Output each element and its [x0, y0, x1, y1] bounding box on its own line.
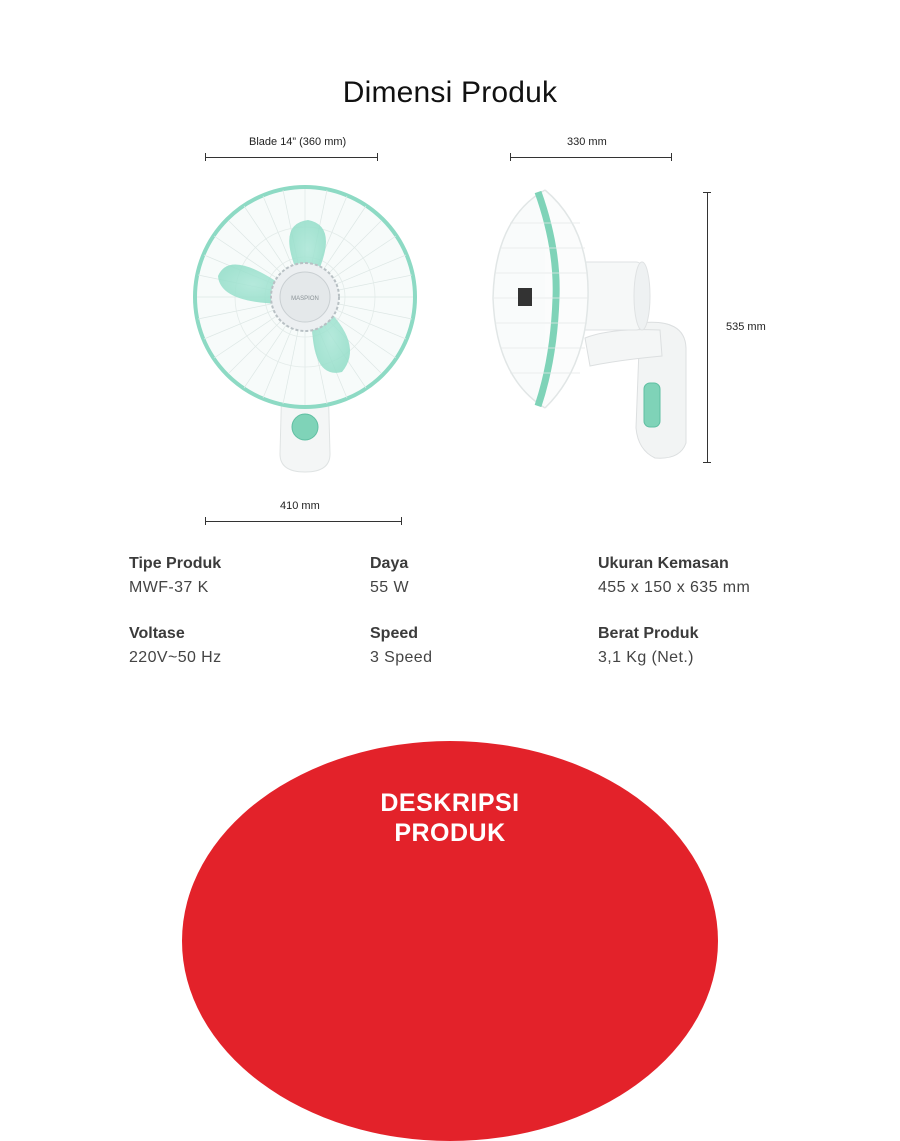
spec-value: MWF-37 K	[129, 579, 209, 596]
spec-label: Speed	[370, 625, 419, 642]
spec-daya	[370, 555, 409, 597]
spec-label: Voltase	[129, 625, 185, 642]
dimension-cap	[377, 153, 378, 161]
description-banner-text[interactable]	[0, 788, 900, 848]
fan-side-view	[490, 188, 690, 464]
depth-label: 330 mm	[567, 136, 607, 148]
spec-label: Berat Produk	[598, 625, 699, 642]
dimension-cap	[703, 192, 711, 193]
spec-value: 3 Speed	[370, 649, 433, 666]
spec-berat-produk	[598, 625, 698, 667]
blade-size-label: Blade 14” (360 mm)	[249, 136, 347, 148]
page-title: Dimensi Produk	[342, 76, 558, 109]
dimension-cap	[401, 517, 402, 525]
depth-dimension-line	[510, 157, 672, 158]
spec-label: Ukuran Kemasan	[598, 555, 729, 572]
spec-tipe-produk	[129, 555, 221, 597]
spec-value: 220V~50 Hz	[129, 649, 222, 666]
banner-line-1: DESKRIPSI	[380, 789, 520, 817]
width-dimension-line	[205, 521, 402, 522]
spec-speed	[370, 625, 432, 667]
blade-dimension-line	[205, 157, 378, 158]
dimension-cap	[703, 462, 711, 463]
height-label: 535 mm	[726, 321, 766, 333]
brand-logo: MASPION	[291, 296, 319, 302]
spec-ukuran-kemasan	[598, 555, 750, 597]
dimension-cap	[510, 153, 511, 161]
dimension-cap	[205, 517, 206, 525]
banner-line-2: PRODUK	[394, 819, 506, 847]
fan-front-view	[190, 184, 420, 476]
spec-value: 455 x 150 x 635 mm	[598, 579, 751, 596]
height-dimension-line	[707, 192, 708, 463]
dimension-cap	[205, 153, 206, 161]
spec-value: 55 W	[370, 579, 409, 596]
dimension-cap	[671, 153, 672, 161]
spec-voltase	[129, 625, 222, 667]
spec-value: 3,1 Kg (Net.)	[598, 649, 694, 666]
width-label: 410 mm	[280, 500, 320, 512]
spec-label: Tipe Produk	[129, 555, 222, 572]
spec-label: Daya	[370, 555, 409, 572]
